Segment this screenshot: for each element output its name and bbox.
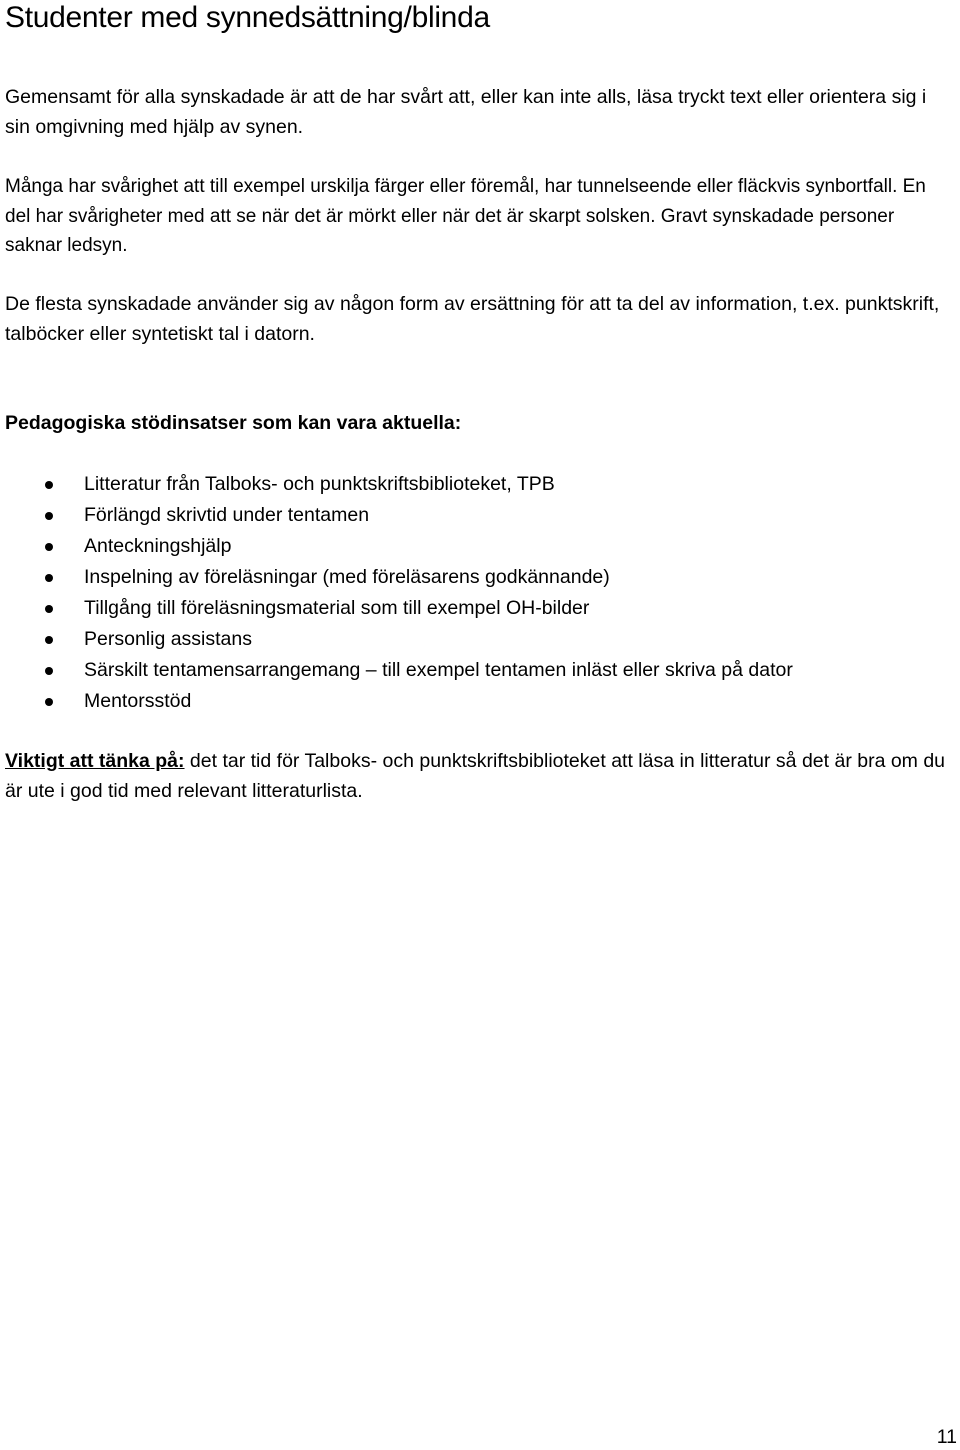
- description-paragraph: Många har svårighet att till exempel urskilja färger eller föremål, har tunnelseende eller fläckvis synbortfall. En del har svårigheter med att se när det är mörkt eller när det är skarpt solsken. Gravt synskadade personer saknar ledsyn.: [5, 176, 926, 256]
- intro-paragraph: Gemensamt för alla synskadade är att de har svårt att, eller kan inte alls, läsa tryckt text eller orientera sig i sin omgivning med hjälp av synen.: [5, 86, 927, 138]
- support-heading: Pedagogiska stödinsatser som kan vara aktuella:: [5, 412, 462, 434]
- support-list: [0, 469, 950, 717]
- bullet-icon: [45, 512, 53, 520]
- list-item-text: Inspelning av föreläsningar (med föreläsarens godkännande): [84, 566, 610, 588]
- bullet-icon: [45, 636, 53, 644]
- important-note: [5, 746, 950, 806]
- list-item-text: Förlängd skrivtid under tentamen: [84, 504, 370, 526]
- list-item: [0, 624, 950, 655]
- list-item: [0, 469, 950, 500]
- bullet-icon: [45, 605, 53, 613]
- page-number: 11: [936, 1426, 957, 1448]
- list-item-text: Anteckningshjälp: [84, 535, 232, 557]
- list-item-text: Tillgång till föreläsningsmaterial som till exempel OH-bilder: [84, 597, 590, 619]
- list-item: [0, 655, 950, 686]
- list-item: [0, 500, 950, 531]
- list-item-text: Särskilt tentamensarrangemang – till exempel tentamen inläst eller skriva på dator: [84, 659, 793, 681]
- bullet-icon: [45, 481, 53, 489]
- list-item-text: Litteratur från Talboks- och punktskriftsbiblioteket, TPB: [84, 473, 555, 495]
- list-item: [0, 562, 950, 593]
- bullet-icon: [45, 667, 53, 675]
- list-item: [0, 593, 950, 624]
- list-item-text: Mentorsstöd: [84, 690, 192, 712]
- list-item-text: Personlig assistans: [84, 628, 252, 650]
- bullet-icon: [45, 698, 53, 706]
- important-note-label: Viktigt att tänka på:: [5, 750, 185, 772]
- important-note-text: det tar tid för Talboks- och punktskriftsbiblioteket att läsa in litteratur så det är bra om du är ute i god tid med relevant litteraturlista.: [5, 750, 946, 802]
- list-item: [0, 531, 950, 562]
- bullet-icon: [45, 543, 53, 551]
- aids-paragraph: De flesta synskadade använder sig av någon form av ersättning för att ta del av information, t.ex. punktskrift, talböcker eller syntetiskt tal i datorn.: [5, 293, 940, 345]
- page-title: Studenter med synnedsättning/blinda: [5, 1, 490, 34]
- bullet-icon: [45, 574, 53, 582]
- list-item: [0, 686, 950, 717]
